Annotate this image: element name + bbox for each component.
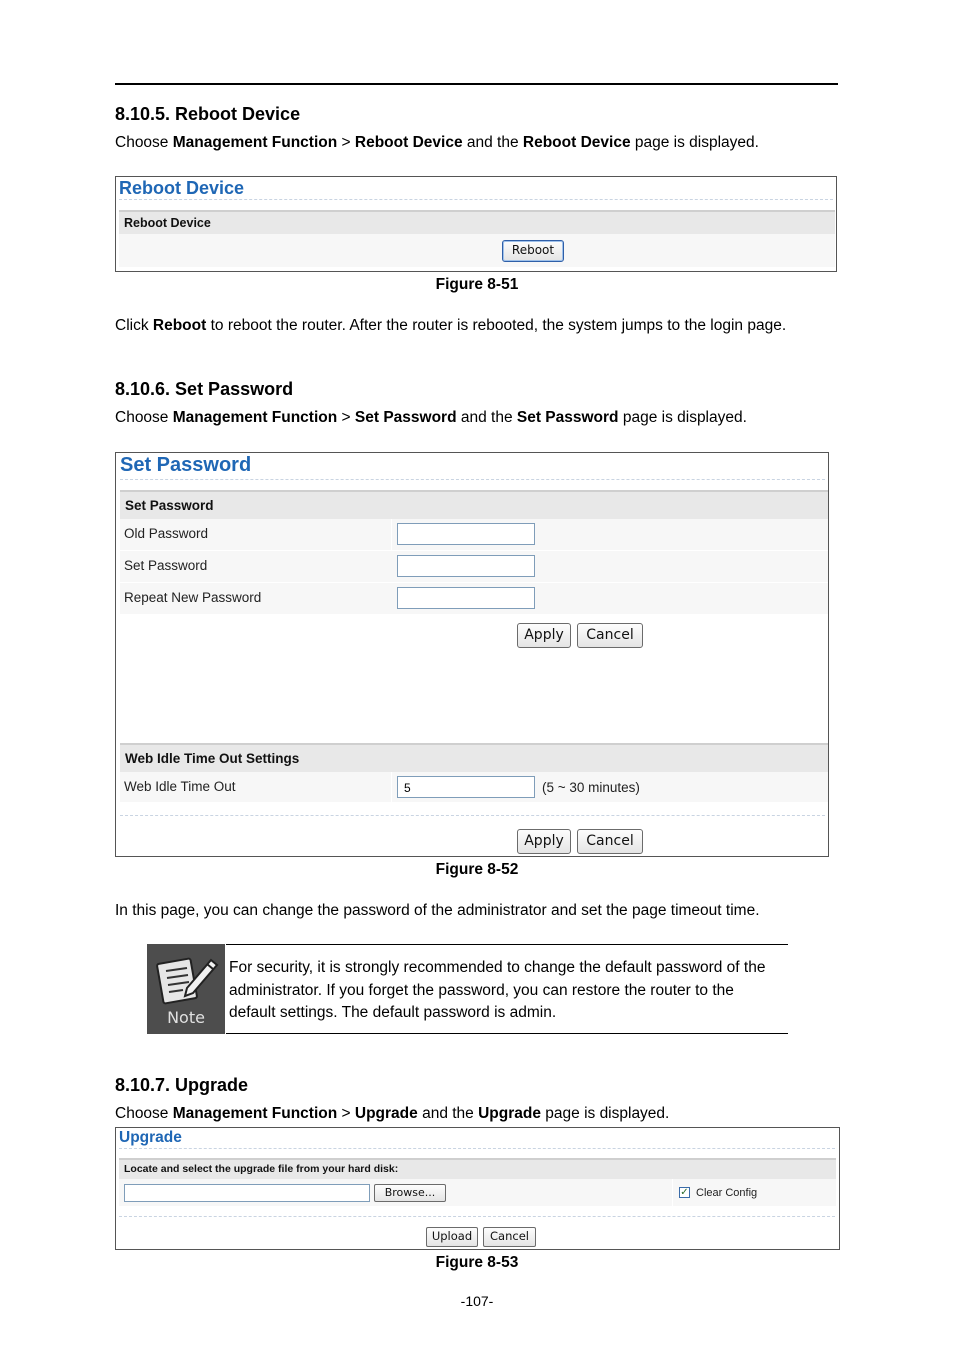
upload-button[interactable]: Upload bbox=[426, 1227, 478, 1247]
figure-caption-51: Figure 8-51 bbox=[435, 276, 519, 293]
buttons-divider bbox=[119, 1216, 835, 1217]
set-password-label: Set Password bbox=[124, 558, 208, 573]
upgrade-page-title: Upgrade bbox=[119, 1129, 182, 1146]
figure-caption-53: Figure 8-53 bbox=[435, 1254, 519, 1271]
note-line-3: default settings. The default password is admin. bbox=[229, 1004, 557, 1021]
password-description: In this page, you can change the password of the administrator and set the page timeout time. bbox=[115, 902, 760, 919]
title-divider bbox=[119, 1148, 835, 1149]
note-icon-label: Note bbox=[167, 1008, 205, 1027]
note-bottom-rule bbox=[226, 1033, 788, 1034]
old-password-input[interactable] bbox=[397, 523, 535, 545]
reboot-intro: Choose Management Function > Reboot Device and the Reboot Device page is displayed. bbox=[115, 134, 759, 151]
note-icon bbox=[147, 944, 225, 1034]
reboot-button[interactable]: Reboot bbox=[502, 240, 564, 262]
note-line-2: administrator. If you forget the password, you can restore the router to the bbox=[229, 981, 734, 999]
section-heading-reboot: 8.10.5. Reboot Device bbox=[115, 104, 301, 124]
column-divider bbox=[672, 1179, 673, 1207]
clear-config-label: Clear Config bbox=[696, 1187, 758, 1199]
figure-caption-52: Figure 8-52 bbox=[435, 861, 519, 878]
idle-timeout-hint: (5 ~ 30 minutes) bbox=[542, 780, 640, 795]
upgrade-intro: Choose Management Function > Upgrade and the Upgrade page is displayed. bbox=[115, 1105, 670, 1122]
buttons-divider bbox=[120, 815, 825, 816]
reboot-description: Click Reboot to reboot the router. After the router is rebooted, the system jumps to the login page. bbox=[115, 317, 787, 334]
cancel-button[interactable]: Cancel bbox=[577, 623, 643, 648]
idle-timeout-input[interactable]: 5 bbox=[397, 776, 535, 798]
note-top-rule bbox=[226, 944, 788, 945]
reboot-screenshot bbox=[115, 176, 837, 272]
clear-config-checkbox[interactable]: ✓ bbox=[680, 1187, 689, 1198]
idle-timeout-section-header: Web Idle Time Out Settings bbox=[120, 743, 829, 772]
set-password-screenshot bbox=[115, 452, 829, 857]
page-number: -107- bbox=[460, 1293, 494, 1309]
section-heading-upgrade: 8.10.7. Upgrade bbox=[115, 1075, 249, 1095]
repeat-password-input[interactable] bbox=[397, 587, 535, 609]
apply-button-idle[interactable]: Apply bbox=[517, 829, 571, 854]
section-heading-password: 8.10.6. Set Password bbox=[115, 379, 294, 399]
set-password-input[interactable] bbox=[397, 555, 535, 577]
reboot-page-title: Reboot Device bbox=[119, 178, 245, 198]
cancel-button-idle[interactable]: Cancel bbox=[577, 829, 643, 854]
set-password-page-title: Set Password bbox=[120, 454, 252, 476]
upgrade-section-header: Locate and select the upgrade file from your hard disk: bbox=[119, 1158, 836, 1179]
upgrade-file-input[interactable] bbox=[124, 1184, 370, 1202]
reboot-section-header: Reboot Device bbox=[119, 210, 835, 234]
note-line-1: For security, it is strongly recommended to change the default password of the bbox=[229, 959, 766, 976]
column-divider bbox=[391, 772, 392, 803]
header-rule bbox=[115, 83, 838, 85]
set-password-section-header: Set Password bbox=[120, 490, 829, 519]
password-intro: Choose Management Function > Set Password and the Set Password page is displayed. bbox=[115, 409, 747, 426]
repeat-password-label: Repeat New Password bbox=[124, 590, 262, 605]
note-text bbox=[229, 957, 787, 1025]
upgrade-screenshot bbox=[115, 1127, 840, 1250]
old-password-label: Old Password bbox=[124, 526, 209, 541]
upgrade-cancel-button[interactable]: Cancel bbox=[483, 1227, 536, 1247]
title-divider bbox=[119, 199, 833, 200]
apply-button[interactable]: Apply bbox=[517, 623, 571, 648]
browse-button[interactable]: Browse... bbox=[374, 1184, 446, 1202]
idle-timeout-label: Web Idle Time Out bbox=[124, 779, 236, 794]
reboot-row bbox=[119, 234, 835, 268]
title-divider bbox=[120, 479, 825, 480]
